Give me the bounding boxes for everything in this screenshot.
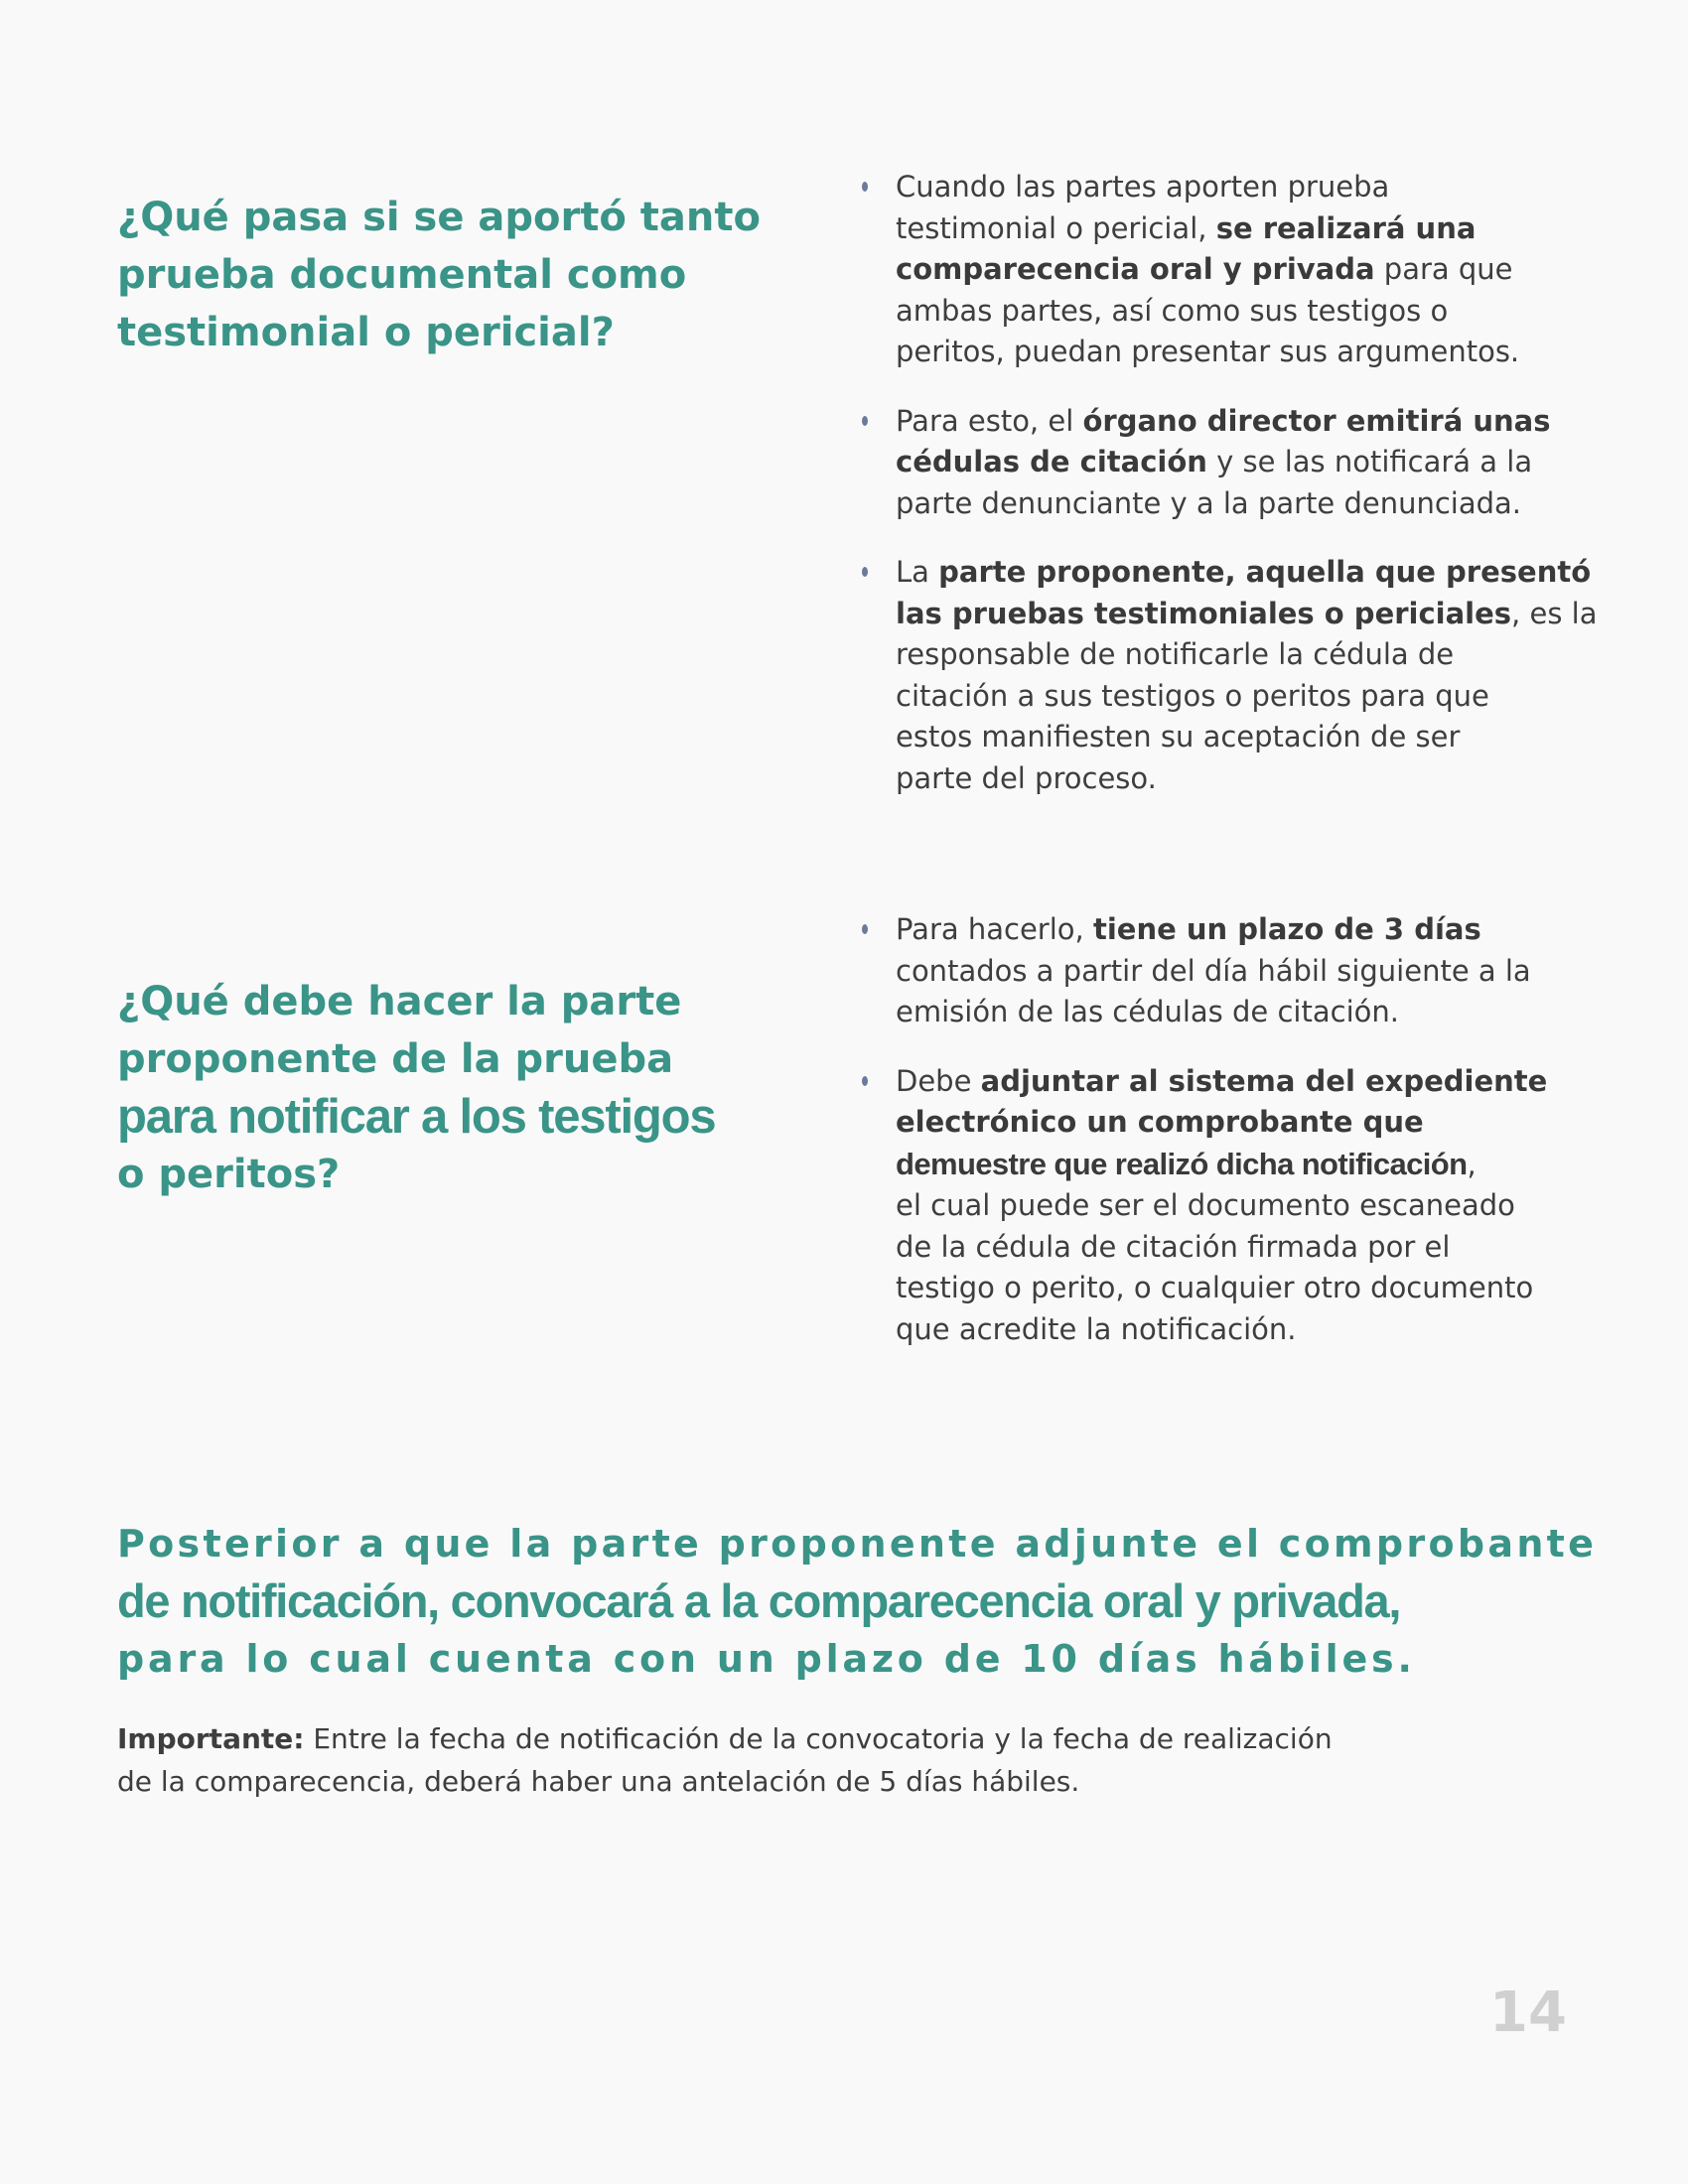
question-1-line-3: testimonial o pericial? [117,310,615,355]
list-item [862,552,1597,799]
bullet-text: testigo o perito, o cualquier otro documento [896,1271,1534,1304]
question-2-line-1: ¿Qué debe hacer la parte [117,979,682,1024]
bullet-emphasis: cédulas de citación [896,445,1207,478]
question-1-line-1: ¿Qué pasa si se aportó tanto [117,195,761,240]
list-item [862,909,1597,1033]
bullet-text: y se las notificará a la [1206,445,1533,478]
answer-list-2 [862,909,1597,1378]
question-heading-1 [117,189,812,361]
bullet-emphasis: comparecencia oral y privada [896,252,1375,286]
bullet-text: Para esto, el [896,403,1083,438]
bullet-text: estos manifiesten su aceptación de ser [896,720,1461,753]
important-note [117,1717,1507,1803]
question-heading-2 [117,973,812,1203]
conclusion-line-1: Posterior a que la parte proponente adjunte el comprobante [117,1522,1598,1566]
bullet-icon [862,567,868,577]
question-1-line-2: prueba documental como [117,252,687,298]
bullet-text: parte denunciante y a la parte denunciada. [896,485,1522,520]
bullet-icon [862,182,868,192]
bullet-text: parte del proceso. [896,760,1157,795]
bullet-text: el cual puede ser el documento escaneado [896,1188,1515,1222]
bullet-text: testimonial o pericial, [896,210,1216,245]
bullet-text: que acredite la notificación. [896,1311,1297,1346]
bullet-text: La [896,555,939,589]
bullet-text: citación a sus testigos o peritos para que [896,678,1489,713]
bullet-icon [862,1076,868,1086]
bullet-emphasis: electrónico un comprobante que [896,1105,1424,1139]
conclusion-line-2: de notificación, convocará a la comparecencia oral y privada, [117,1574,1401,1627]
bullet-text: responsable de notificarle la cédula de [896,637,1455,671]
conclusion-statement [117,1515,1598,1688]
bullet-emphasis: se realizará una [1215,210,1477,245]
bullet-text: para que [1374,252,1513,286]
bullet-text: de la cédula de citación firmada por el [896,1229,1451,1264]
list-item [862,401,1597,525]
important-label: Importante: [117,1722,305,1755]
important-text: de la comparecencia, deberá haber una antelación de 5 días hábiles. [117,1765,1080,1798]
bullet-text: ambas partes, así como sus testigos o [896,293,1449,328]
bullet-text: Debe [896,1063,981,1098]
important-text: Entre la fecha de notificación de la convocatoria y la fecha de realización [304,1722,1333,1755]
bullet-text: peritos, puedan presentar sus argumentos. [896,335,1520,368]
answer-list-1 [862,167,1597,827]
question-2-line-4: o peritos? [117,1152,341,1197]
bullet-emphasis: tiene un plazo de 3 días [1092,912,1481,946]
page-number: 14 [1489,1980,1567,2045]
bullet-icon [862,924,868,934]
question-2-line-2: proponente de la prueba [117,1036,674,1082]
bullet-text: Cuando las partes aporten prueba [896,170,1390,204]
bullet-emphasis: adjuntar al sistema del expediente [980,1063,1548,1098]
bullet-text: emisión de las cédulas de citación. [896,995,1399,1028]
bullet-text: , [1467,1147,1477,1181]
list-item [862,167,1597,373]
bullet-emphasis: las pruebas testimoniales o periciales [896,596,1512,630]
bullet-emphasis: demuestre que realizó dicha notificación [896,1146,1468,1181]
bullet-text: Para hacerlo, [896,912,1093,946]
conclusion-line-3: para lo cual cuenta con un plazo de 10 días hábiles. [117,1637,1416,1681]
list-item [862,1061,1597,1351]
bullet-emphasis: parte proponente, aquella que presentó [938,555,1592,589]
bullet-text: contados a partir del día hábil siguiente a la [896,953,1531,988]
question-2-line-3: para notificar a los testigos [117,1090,716,1144]
bullet-emphasis: órgano director emitirá unas [1082,403,1551,438]
bullet-text: , es la [1511,596,1598,630]
bullet-icon [862,416,868,426]
